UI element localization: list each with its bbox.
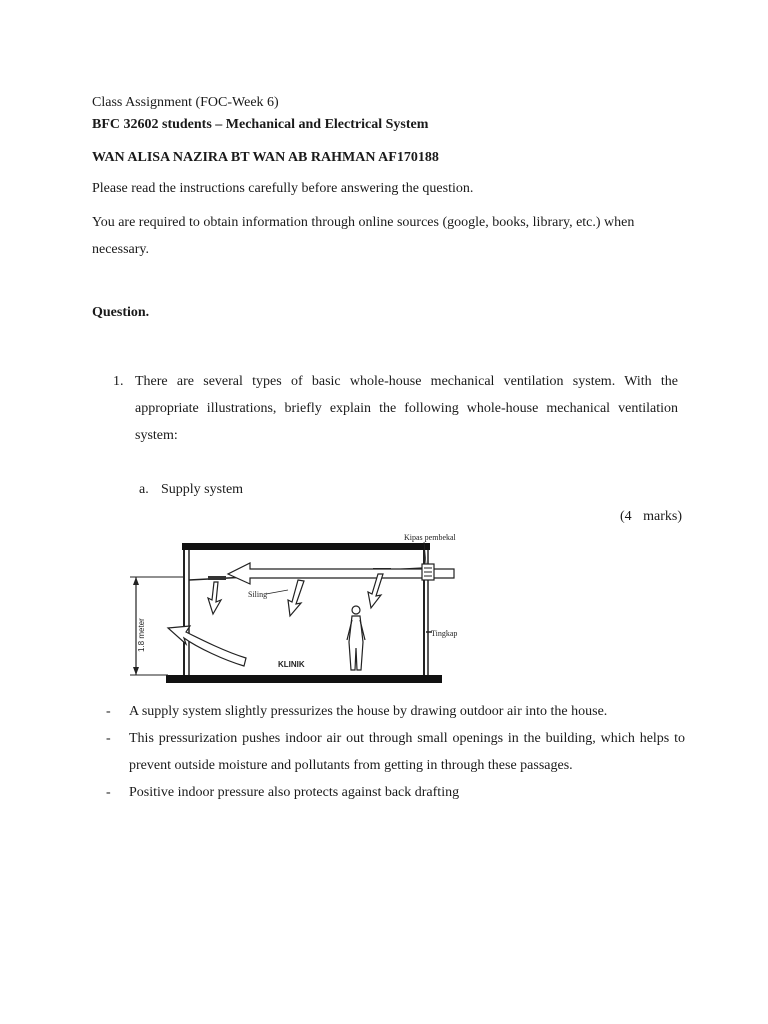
sub-question-label: a. (139, 482, 149, 497)
bullet-dash: - (106, 704, 111, 719)
bullet-dash: - (106, 731, 111, 746)
window-label: Tingkap (431, 629, 458, 638)
exhaust-arrow (168, 626, 246, 666)
student-name: WAN ALISA NAZIRA BT WAN AB RAHMAN AF170188 (92, 150, 439, 165)
ceiling-label: Siling (248, 590, 268, 599)
person-figure (347, 606, 365, 670)
sub-question (139, 481, 243, 499)
answer-point: A supply system slightly pressurizes the house by drawing outdoor air into the house. (129, 704, 608, 719)
airflow-arrow (368, 574, 383, 608)
supply-system-figure (128, 530, 470, 692)
question-number: 1. (113, 374, 124, 389)
supply-duct-arrow (228, 563, 454, 584)
sub-question-title: Supply system (161, 482, 244, 497)
room-label: KLINIK (278, 660, 305, 669)
instruction-line-2: You are required to obtain information through online sources (google, books, library, etc.) when necessary. (92, 215, 635, 257)
bullet-dash: - (106, 785, 111, 800)
height-label: 1.8 meter (137, 618, 146, 652)
floor-slab (166, 675, 442, 683)
question-text: There are several types of basic whole-house mechanical ventilation system. With the appropriate illustrations, briefly explain the following whole-house mechanical ventilation system: (135, 374, 678, 443)
fan-label: Kipas pembekal (404, 533, 456, 542)
answer-point: Positive indoor pressure also protects against back drafting (129, 785, 460, 800)
question-heading: Question. (92, 305, 150, 320)
airflow-arrow (208, 582, 221, 614)
marks-label: (4 marks) (620, 509, 683, 524)
instruction-line-1: Please read the instructions carefully before answering the question. (92, 181, 474, 196)
roof-slab (182, 543, 430, 550)
assignment-title: Class Assignment (FOC-Week 6) (92, 95, 279, 110)
airflow-arrow (288, 580, 304, 616)
answer-point: This pressurization pushes indoor air out through small openings in the building, which helps to prevent outside moisture and pollutants from getting in through these passages. (129, 731, 685, 773)
course-line: BFC 32602 students – Mechanical and Electrical System (92, 117, 429, 132)
